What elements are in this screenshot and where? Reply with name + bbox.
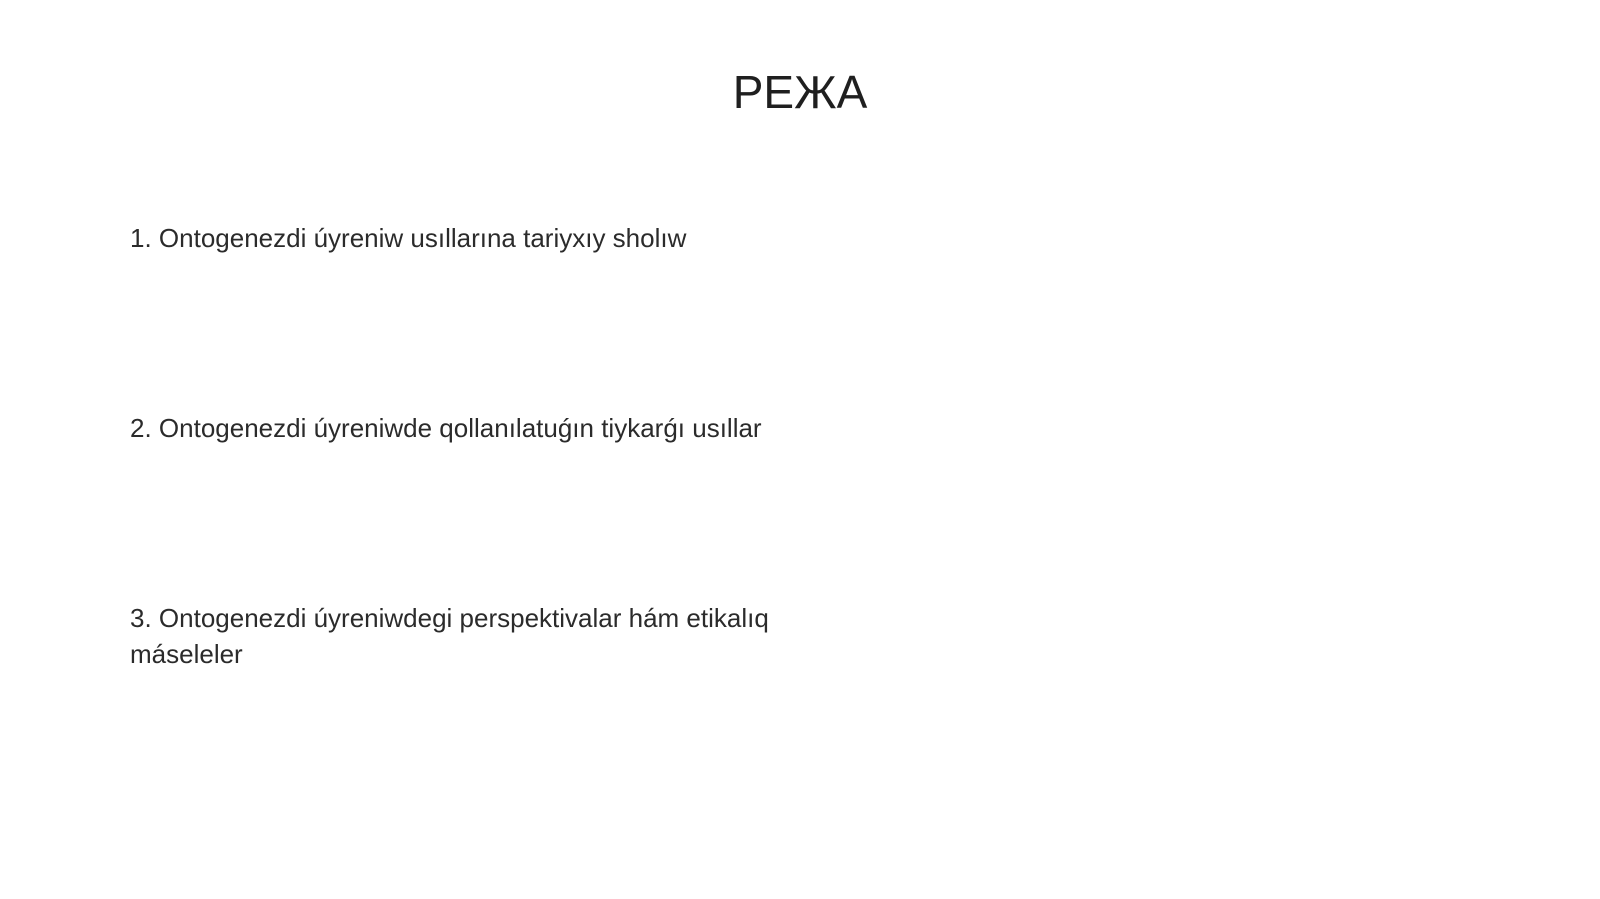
slide-title: РЕЖА — [732, 66, 868, 118]
plan-item: 3. Ontogenezdi úyreniwdegi perspektivalar hám etikalıq máseleler — [130, 603, 769, 669]
plan-item: 1. Ontogenezdi úyreniw usıllarına tariyxıy sholıw — [130, 223, 687, 253]
plan-item: 2. Ontogenezdi úyreniwde qollanılatuǵın tiykarǵı usıllar — [130, 413, 762, 443]
